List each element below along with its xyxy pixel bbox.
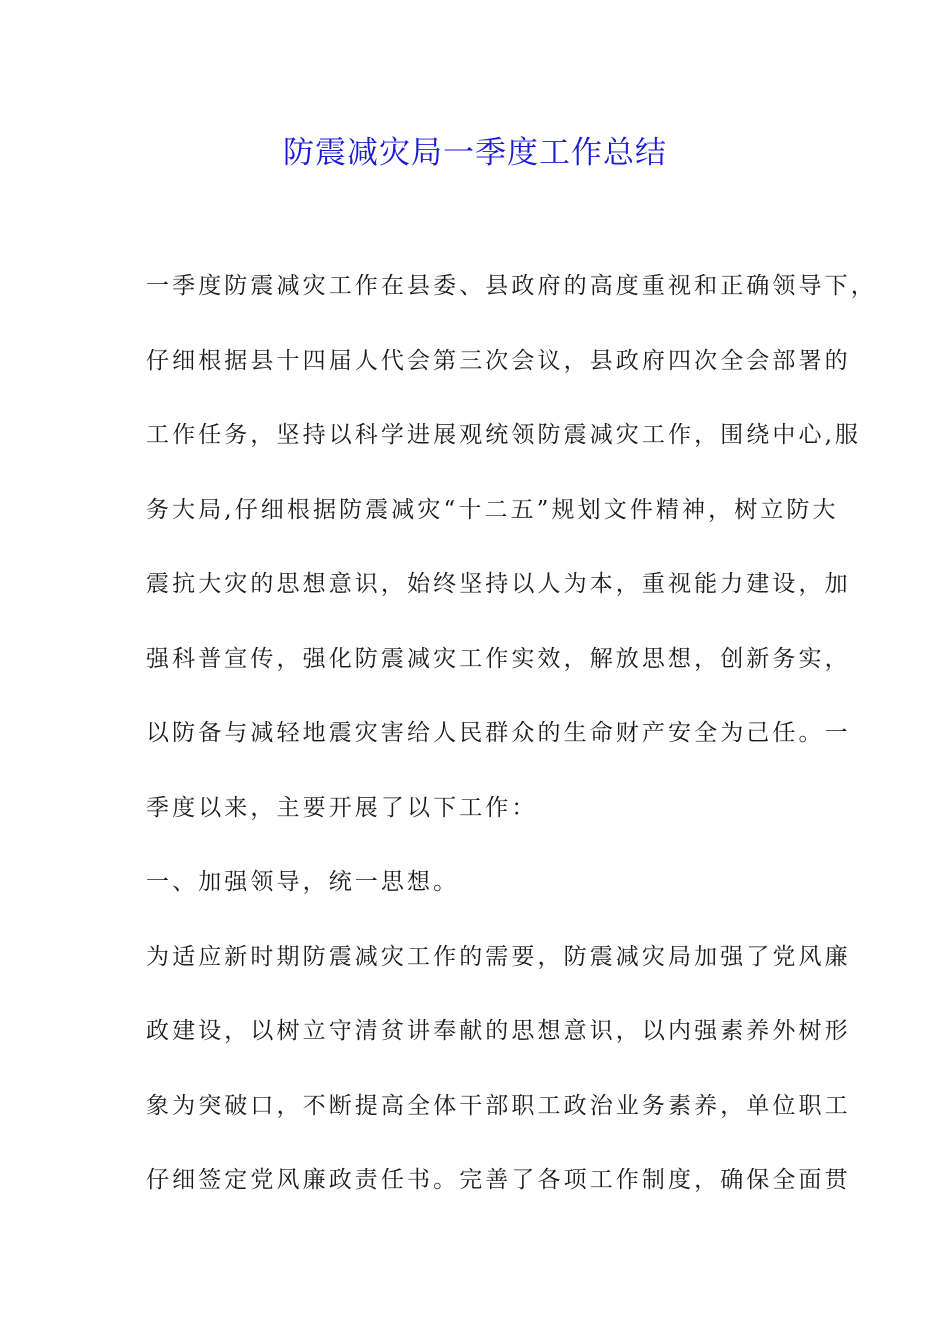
page-title: 防震减灾局一季度工作总结 <box>283 135 667 171</box>
text-line: 务大局,仔细根据防震减灾“十二五”规划文件精神，树立防大 <box>146 496 839 523</box>
section-heading: 一、加强领导，统一思想。 <box>146 869 460 895</box>
text-line: 以防备与减轻地震灾害给人民群众的生命财产安全为己任。一 <box>146 720 851 746</box>
text-line: 仔细签定党风廉政责任书。完善了各项工作制度，确保全面贯 <box>146 1167 851 1193</box>
text-line: 政建设，以树立守清贫讲奉献的思想意识，以内强素养外树形 <box>146 1018 851 1044</box>
text-line: 象为突破口，不断提高全体干部职工政治业务素养，单位职工 <box>146 1092 851 1119</box>
text-line: 震抗大灾的思想意识，始终坚持以人为本，重视能力建设，加 <box>146 571 851 597</box>
text-line: 一季度防震减灾工作在县委、县政府的高度重视和正确领导下， <box>146 273 877 299</box>
text-line: 强科普宣传，强化防震减灾工作实效，解放思想，创新务实， <box>146 645 851 672</box>
text-line: 为适应新时期防震减灾工作的需要，防震减灾局加强了党风廉 <box>146 943 851 970</box>
text-line: 季度以来，主要开展了以下工作： <box>146 794 538 821</box>
document-body <box>146 256 877 1225</box>
text-line: 工作任务，坚持以科学进展观统领防震减灾工作，围绕中心,服 <box>146 422 862 448</box>
text-line: 仔细根据县十四届人代会第三次会议，县政府四次全会部署的 <box>146 347 851 374</box>
